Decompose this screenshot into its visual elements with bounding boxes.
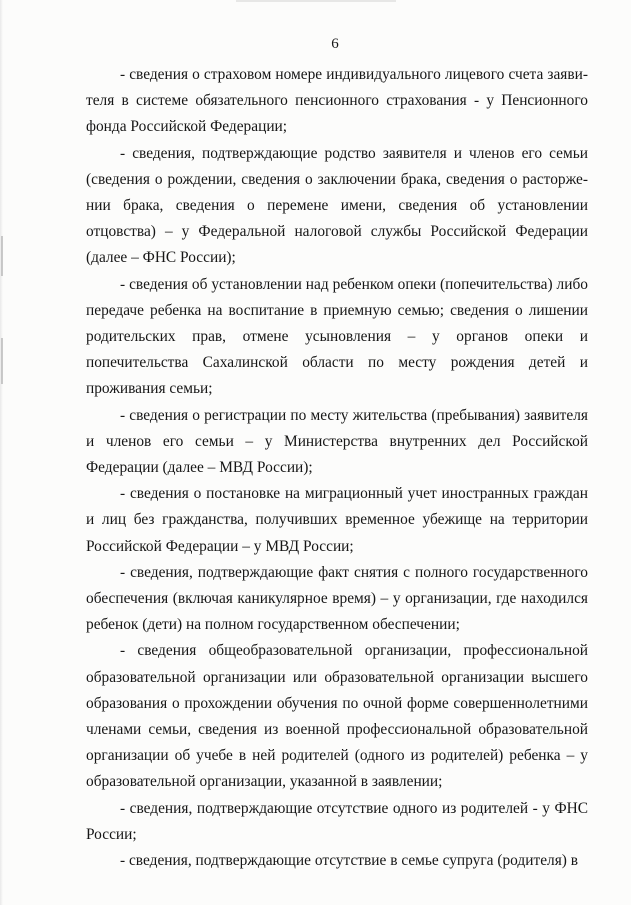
scan-top-mark xyxy=(236,0,396,2)
scan-margin-mark xyxy=(1,338,3,384)
paragraph-kinship: - сведения, подтверждающие родство заявителя и членов его семьи (сведения о рождении, сведения о заключении брака, сведения о расторжении брака, сведения о перемене имени, сведения об установлении отцовства) – у Федеральной налоговой службы Российской Федерации (далее – ФНС России); xyxy=(86,144,588,267)
scan-edge-shadow xyxy=(0,0,3,905)
paragraph-migration: - сведения о постановке на миграционный учет иностранных граждан и лиц без гражданства, получивших временное убежище на территории Российской Федерации – у МВД России; xyxy=(86,485,588,555)
paragraph-snils: - сведения о страховом номере индивидуального лицевого счета заявителя в системе обязательного пенсионного страхования - у Пенсионного фонда Российской Федерации; xyxy=(86,66,588,136)
paragraph-guardianship: - сведения об установлении над ребенком опеки (попечительства) либо передаче ребенка на воспитание в приемную семью; сведения о лишении родительских прав, отмене усыновления – у органов опеки и попечительства Сахалинской области по месту рождения детей и проживания семьи; xyxy=(86,275,588,398)
paragraph-education: - сведения общеобразовательной организации, профессиональной образовательной организации или образовательной организации высшего образования о прохождении обучения по очной форме совершеннолетними членами семьи, сведения из военной профессиональной образовательной организации об учебе в ней родителей (одного из родителей) ребенка – у образовательной организации, указанной в заявлении; xyxy=(86,642,588,791)
paragraph-registration: - сведения о регистрации по месту жительства (пребывания) заявителя и членов его семьи – у Министерства внутренних дел Российской Федерации (далее – МВД России); xyxy=(86,406,588,477)
paragraph-spouse-absence: - сведения, подтверждающие отсутствие в семье супруга (родителя) в xyxy=(120,852,579,870)
paragraph-parent-absence: - сведения, подтверждающие отсутствие одного из родителей - у ФНС России; xyxy=(86,799,588,843)
document-body xyxy=(86,62,588,874)
paragraph-state-support: - сведения, подтверждающие факт снятия с полного государственного обеспечения (включая каникулярное время) – у организации, где находился ребенок (дети) на полном государственном обеспечении; xyxy=(86,563,588,634)
page-number: 6 xyxy=(331,36,339,52)
scan-margin-mark xyxy=(1,236,3,276)
